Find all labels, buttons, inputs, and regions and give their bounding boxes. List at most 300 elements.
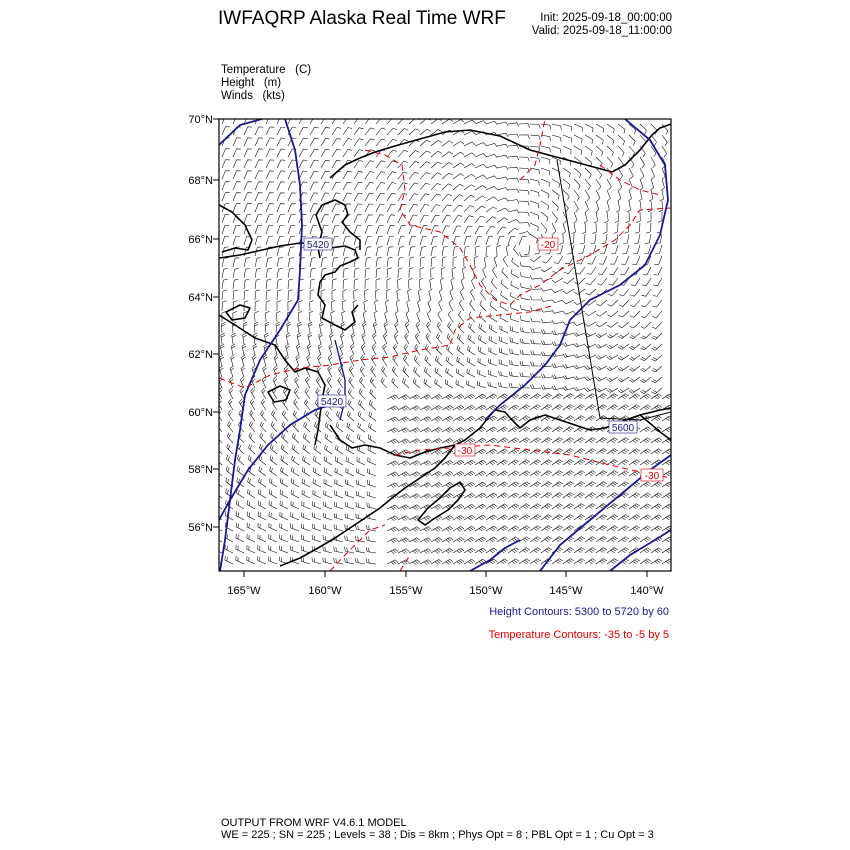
wind-barb [470, 300, 475, 311]
wind-barb [365, 139, 375, 146]
wind-barb [475, 196, 486, 201]
wind-barb [233, 225, 240, 234]
wind-barb [335, 445, 343, 454]
wind-barb [530, 515, 541, 520]
wind-barb [354, 289, 358, 300]
wind-barb [373, 333, 377, 344]
wind-barb [490, 301, 497, 311]
wind-barb [218, 399, 223, 410]
wind-barb [618, 377, 629, 382]
wind-barb [398, 204, 407, 212]
wind-barb [430, 278, 434, 289]
wind-barb [270, 455, 277, 465]
wind-barb [607, 526, 618, 531]
wind-barb [424, 367, 431, 377]
wind-barb [464, 548, 475, 553]
wind-barb [328, 355, 332, 366]
wind-barb [661, 179, 664, 190]
wind-barb [585, 201, 589, 212]
wind-barb [629, 344, 640, 350]
wind-barb [431, 194, 441, 201]
wind-barb [489, 359, 497, 366]
wind-barb [398, 505, 409, 510]
wind-barb [585, 179, 591, 190]
wind-barb [618, 515, 629, 520]
wind-barb [552, 438, 563, 443]
wind-barb [325, 434, 332, 444]
wind-barb [552, 515, 563, 520]
wind-barb [409, 527, 420, 532]
wind-barb [519, 548, 530, 553]
wind-barb [596, 311, 607, 316]
wind-barb [305, 388, 310, 399]
norton-sound-coast [318, 282, 358, 330]
wind-barb [652, 322, 662, 329]
wind-barb [420, 140, 431, 146]
wind-barb [269, 489, 277, 498]
wind-barb [607, 537, 618, 542]
wind-barb [607, 482, 618, 487]
wind-barb [280, 534, 288, 542]
wind-barb [552, 460, 563, 465]
wind-barb [446, 356, 453, 366]
wind-barb [464, 405, 475, 410]
wind-barb [585, 190, 590, 201]
wind-barb [464, 559, 475, 564]
wind-barb [370, 377, 376, 388]
wind-barb [486, 526, 497, 531]
wind-barb [486, 427, 497, 432]
wind-barb [511, 269, 519, 278]
wind-barb [354, 193, 363, 201]
wind-barb [574, 135, 582, 143]
wind-barb [420, 439, 431, 444]
wind-barb [431, 267, 435, 278]
wind-barb [270, 444, 277, 454]
wind-barb [442, 416, 453, 421]
wind-barb [488, 370, 497, 377]
wind-barb [226, 466, 233, 476]
wind-barb [486, 176, 497, 179]
wind-barb [409, 194, 418, 201]
wind-barb [368, 434, 376, 443]
wind-barb [519, 537, 530, 542]
wind-barb [387, 483, 398, 488]
wind-barb [641, 344, 652, 350]
wind-barb [436, 345, 442, 355]
lat-label: 64°N [188, 292, 213, 304]
wind-barb [449, 300, 453, 311]
wind-barb [541, 179, 549, 187]
wind-barb [398, 161, 408, 168]
wind-barb [489, 347, 497, 355]
wind-barb [629, 438, 640, 443]
wind-barb [541, 374, 552, 378]
wind-barb [499, 359, 508, 366]
wind-barb [591, 234, 596, 244]
wind-barb [531, 351, 541, 355]
wind-barb [420, 461, 431, 466]
wind-barb [475, 394, 486, 399]
wind-barb [497, 236, 504, 245]
wind-barb [431, 151, 442, 157]
wind-barb [332, 138, 341, 146]
wind-barb [310, 279, 315, 289]
wind-barb [457, 345, 464, 355]
wind-barb [298, 311, 302, 322]
wind-barb [323, 513, 332, 520]
wind-barb [288, 279, 293, 289]
wind-barb [585, 405, 596, 410]
wind-barb [640, 405, 651, 410]
wind-barb [486, 197, 497, 201]
wind-barb [642, 278, 651, 286]
wind-barb [288, 290, 293, 300]
wind-barb [398, 461, 409, 466]
wind-barb [409, 472, 420, 477]
wind-barb [442, 119, 453, 124]
wind-barb [629, 394, 640, 399]
wind-barb [530, 405, 541, 410]
wind-barb [366, 536, 376, 542]
wind-barb [574, 460, 585, 465]
wind-barb [442, 460, 453, 465]
wind-barb [409, 505, 420, 510]
wind-barb [486, 504, 497, 509]
wind-barb [335, 468, 343, 476]
wind-barb [618, 190, 621, 201]
wind-barb [345, 502, 354, 509]
wind-barb [340, 333, 344, 344]
wind-barb [530, 234, 538, 243]
wind-barb [442, 162, 453, 168]
wind-barb [415, 333, 420, 344]
wind-barb [361, 355, 366, 366]
wind-barb [618, 548, 629, 553]
wind-barb [651, 394, 662, 399]
wind-barb [431, 226, 439, 234]
wind-barb [552, 386, 563, 390]
wind-barb [431, 183, 441, 190]
wind-barb [456, 368, 464, 377]
wind-barb [326, 411, 332, 421]
wind-barb [365, 257, 371, 267]
temp-contour-sw [330, 525, 410, 571]
wind-barb [531, 296, 542, 300]
wind-barb [596, 355, 607, 359]
wind-barb [508, 123, 519, 127]
wind-barb [398, 560, 409, 565]
wind-barb [618, 179, 622, 190]
wind-barb [348, 400, 354, 410]
wind-barb [387, 417, 398, 422]
wind-barb [619, 289, 629, 296]
wind-barb [381, 378, 387, 388]
wind-barb [453, 515, 464, 520]
wind-barb [541, 341, 552, 345]
wind-barb [541, 352, 552, 356]
wind-barb [629, 355, 640, 361]
wind-barb [310, 225, 317, 234]
wind-barb [314, 445, 321, 454]
wind-barb [608, 300, 618, 306]
wind-barb [303, 456, 311, 465]
wind-barb [659, 201, 663, 212]
wind-barb [491, 278, 497, 289]
wind-barb [574, 537, 585, 542]
wind-barb [360, 366, 365, 377]
wind-barb [354, 268, 359, 278]
wind-barb [398, 257, 403, 267]
wind-barb [413, 378, 420, 388]
wind-barb [284, 377, 288, 388]
wind-barb [387, 247, 393, 256]
wind-barb [552, 493, 563, 498]
wind-barb [420, 215, 428, 223]
wind-barb [450, 289, 453, 300]
wind-barb [302, 512, 310, 520]
wind-barb [266, 215, 273, 223]
wind-barb [277, 204, 285, 212]
wind-barb [619, 300, 629, 307]
wind-barb [364, 300, 368, 311]
wind-barb [387, 406, 398, 411]
wind-barb [592, 223, 596, 234]
wind-barb [347, 434, 355, 443]
wind-barb [247, 500, 255, 509]
north-slope-coast [330, 124, 671, 178]
wind-barb [585, 559, 596, 564]
wind-barb [541, 124, 551, 129]
wind-barb [334, 524, 343, 531]
wind-barb [563, 548, 574, 553]
wind-barb [258, 489, 266, 498]
wind-barb [530, 471, 541, 476]
wind-barb [249, 433, 255, 443]
wind-barb [409, 494, 420, 499]
wind-barb [541, 267, 552, 272]
wind-barb [541, 482, 552, 487]
wind-barb [222, 268, 228, 278]
wind-barb [563, 342, 574, 346]
wind-barb [233, 236, 240, 245]
wind-barb [442, 257, 447, 267]
wind-barb [342, 311, 346, 322]
wind-barb [420, 236, 427, 245]
wind-barb [508, 526, 519, 531]
wind-barb [269, 512, 277, 520]
wind-barb [295, 377, 299, 388]
wind-barb [431, 549, 442, 554]
wind-barb [395, 311, 398, 322]
wind-barb [475, 236, 482, 245]
wind-barb [585, 493, 596, 498]
wind-barb [299, 215, 307, 223]
wind-barb [343, 289, 347, 300]
wind-barb [325, 445, 333, 454]
wind-barb [508, 493, 519, 498]
wind-barb [640, 157, 645, 168]
wind-barb [431, 417, 442, 422]
wind-barb [497, 493, 508, 498]
wind-barb [249, 421, 255, 432]
wind-barb [567, 245, 574, 254]
wind-barb [280, 512, 288, 520]
wind-barb [574, 343, 585, 347]
wind-barb [602, 234, 608, 244]
wind-barb [563, 515, 574, 520]
wind-barb [490, 313, 497, 322]
wind-barb [464, 153, 475, 157]
wind-barb [343, 139, 352, 147]
wind-barb [629, 366, 640, 371]
wind-barb [233, 268, 239, 278]
wind-barb [618, 344, 629, 349]
wind-barb [335, 479, 343, 487]
wind-barb [607, 438, 618, 443]
lat-label: 62°N [188, 349, 213, 361]
wind-barb [431, 162, 442, 168]
wind-barb [376, 172, 385, 179]
wind-barb [299, 171, 307, 179]
wind-barb [263, 366, 267, 377]
wind-barb [383, 333, 387, 344]
wind-barb [574, 365, 585, 369]
wind-barb [607, 449, 618, 454]
wind-barb [221, 333, 225, 344]
wind-barb [387, 215, 395, 223]
wind-barb [457, 334, 464, 344]
wind-barb [519, 232, 530, 235]
height-label: 5420 [306, 240, 330, 251]
wind-barb [629, 537, 640, 542]
wind-barb [464, 142, 475, 146]
wind-barb [574, 394, 585, 399]
wind-barb [219, 366, 223, 377]
wind-barb [654, 256, 662, 264]
wind-barb [631, 278, 640, 286]
wind-barb [354, 215, 362, 223]
wind-barb [452, 267, 456, 278]
wind-barb [596, 438, 607, 443]
height-contour-east [485, 119, 668, 420]
wind-barb [442, 215, 451, 223]
lon-label: 160°W [308, 585, 342, 597]
wind-barb [233, 193, 241, 201]
wind-barb [321, 193, 329, 201]
wind-barb [387, 428, 398, 433]
wind-barb [280, 490, 288, 499]
wind-barb [255, 279, 260, 289]
wind-barb [420, 151, 430, 157]
wind-barb [312, 524, 321, 531]
wind-barb [651, 168, 655, 179]
wind-barb [431, 505, 442, 510]
wind-barb [225, 545, 233, 553]
wind-barb [521, 294, 531, 300]
wind-barb [394, 333, 398, 344]
wind-barb [265, 322, 269, 333]
lon-label: 165°W [227, 585, 261, 597]
wind-barb [321, 160, 330, 168]
wind-barb [408, 278, 412, 289]
wind-barb [585, 366, 596, 370]
wind-barb [530, 482, 541, 487]
wind-barb [332, 127, 341, 135]
wind-barb [236, 511, 244, 520]
wind-barb [530, 266, 541, 269]
wind-barb [310, 290, 314, 300]
wind-barb [244, 279, 249, 289]
wind-barb [387, 560, 398, 565]
wind-barb [453, 471, 464, 476]
wind-barb [563, 289, 574, 294]
wind-barb [640, 493, 651, 498]
wind-barb [270, 467, 277, 476]
wind-barb [215, 489, 222, 498]
wind-barb [510, 326, 519, 333]
wind-barb [508, 559, 519, 564]
wind-barb [552, 375, 563, 379]
wind-barb [541, 438, 552, 443]
wind-barb [354, 279, 358, 289]
wind-barb [618, 449, 629, 454]
wind-barb [582, 223, 586, 234]
wind-barb [453, 141, 464, 146]
wind-barb [387, 193, 396, 201]
wind-barb [596, 146, 603, 156]
wind-barb [552, 146, 561, 153]
wind-barb [409, 183, 419, 190]
wind-barb [563, 364, 574, 368]
wind-barb [247, 534, 255, 542]
wind-barb [618, 438, 629, 443]
wind-barb [442, 427, 453, 432]
wind-barb [585, 135, 593, 144]
wind-barb [442, 246, 448, 256]
wind-barb [486, 471, 497, 476]
wind-barb [392, 366, 398, 377]
wind-barb [651, 482, 662, 487]
wind-barb [574, 548, 585, 553]
wind-barb [277, 215, 285, 223]
wind-barb [576, 267, 586, 274]
wind-barb [607, 377, 618, 382]
wind-barb [266, 236, 273, 245]
lat-label: 66°N [188, 234, 213, 246]
wind-barb [464, 236, 471, 245]
wind-barb [497, 122, 508, 126]
wind-barb [222, 236, 229, 245]
height-contour-far-se [610, 530, 671, 571]
wind-barb [231, 344, 235, 355]
wind-barb [453, 226, 461, 234]
wind-barb [368, 457, 376, 465]
wind-barb [354, 171, 363, 179]
wind-barb [323, 546, 332, 553]
wind-barb [499, 371, 508, 377]
wind-barb [486, 548, 497, 553]
wind-barb [618, 366, 629, 371]
wind-barb [471, 278, 475, 289]
wind-barb [420, 428, 431, 433]
wind-barb [607, 333, 618, 338]
wind-barb [563, 526, 574, 531]
wind-barb [530, 223, 538, 231]
field-winds: Winds (kts) [221, 90, 285, 102]
wind-barb [629, 388, 640, 393]
wind-barb [233, 204, 241, 212]
